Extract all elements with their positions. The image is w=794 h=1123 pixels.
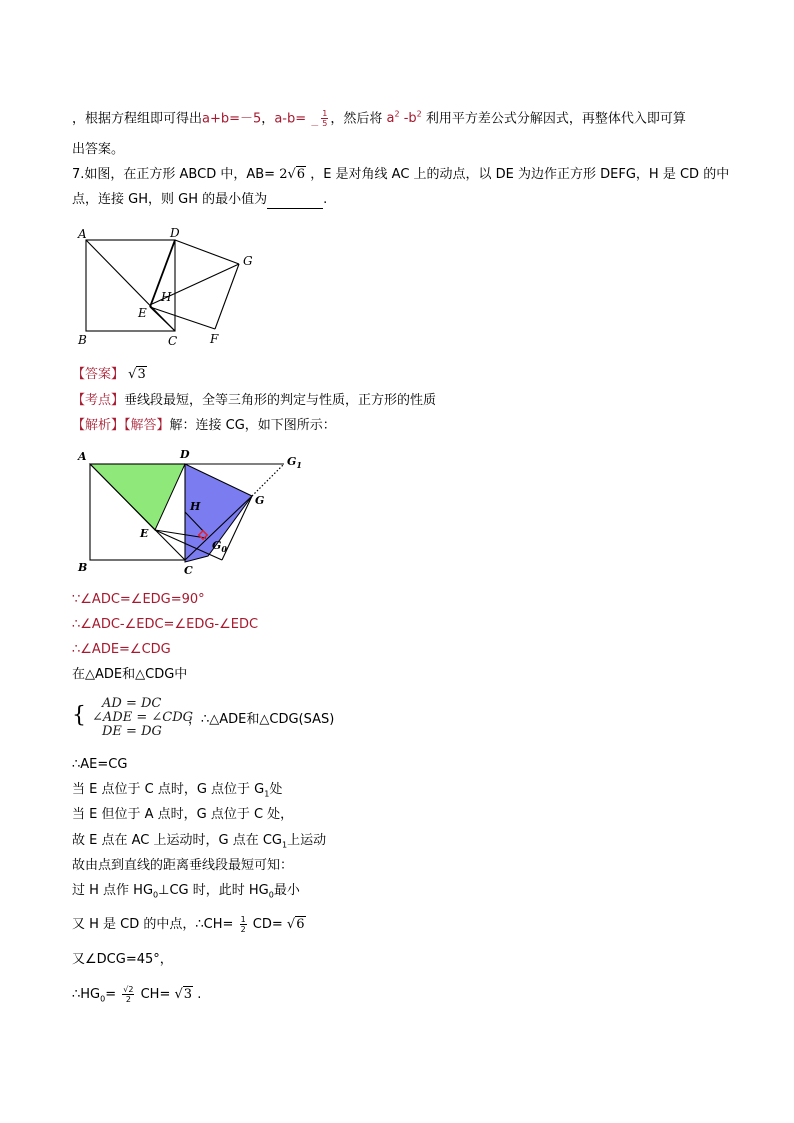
label-f: F [210,332,219,346]
proof-line-9: 故由点到直线的距离垂线段最短可知： [72,858,294,873]
ab-value: 2√6 [279,167,306,182]
sqrt2-over-2: $\frac{√2}{2}$ [123,985,134,1004]
point-tag: 【考点】 [72,393,125,408]
proof-line-11: 又 H 是 CD 的中点，∴CH= $\frac{1}{2}$ CD= √6 [72,915,305,934]
sys-conclusion: ，∴△ADE和△CDG(SAS) [188,712,335,727]
proof-line-5: ∴AE=CG [72,757,128,772]
sys-line-1: AD = DC [102,696,162,711]
system-brace: { [72,703,86,728]
label-g: G [255,494,265,507]
analysis-line: 【解析】【解答】解：连接 CG，如下图所示： [72,418,336,433]
answer-tag: 【答案】 [72,367,125,382]
segment-dg [175,240,239,264]
label-c: C [168,334,178,348]
half-fraction: $\frac{1}{2}$ [240,915,246,934]
proof-line-7: 当 E 但位于 A 点时，G 点位于 C 处， [72,807,294,822]
diagonal-ac [86,240,175,331]
label-a: A [78,227,87,241]
segment-ec [150,307,175,331]
question-line-2: 点，连接 GH，则 GH 的最小值为 . [72,192,328,207]
diff-label: a-b= [274,111,307,127]
intro-line-2: 出答案。 [72,142,125,157]
hg0-value: √3 [174,987,193,1002]
label-g0: $G_0$ [212,539,227,554]
point-line: 【考点】垂线段最短，全等三角形的判定与性质，正方形的性质 [72,393,437,408]
label-g: G [243,254,253,268]
dotted-gg1 [252,464,284,496]
answer-blank [267,196,323,209]
label-d: D [170,226,180,240]
triangle-ade [90,464,185,530]
proof-line-13: $\therefore HG_0=$ $\frac{√2}{2}$ CH= √3 . [72,985,202,1004]
diff-fraction: $\frac{1}{5}$ [322,109,328,129]
proof-line-12: 又∠DCG=45°， [72,952,173,967]
sys-line-2: ∠ADE = ∠CDG [92,710,193,725]
label-g1: $G_1$ [287,455,302,470]
diff-sign: － [310,121,320,132]
label-e: E [140,527,149,540]
proof-line-3: ∴∠ADE=∠CDG [72,642,171,657]
label-c: C [184,564,193,577]
ch-value: √6 [286,917,305,932]
label-e: E [138,306,147,320]
proof-line-6: 当 E 点位于 C 点时，G 点位于 $G_1$处 [72,782,283,799]
sys-line-3: DE = DG [102,724,162,739]
proof-line-1: ∵∠ADC=∠EDG=90° [72,592,205,607]
figure-2 [72,446,342,581]
label-a: A [78,450,87,463]
label-b: B [78,333,87,347]
label-d: D [180,448,190,461]
proof-line-4: 在△ADE和△CDG中 [72,667,188,682]
label-b: B [78,561,88,574]
answer-line [72,366,147,384]
analysis-tag: 【解析】【解答】 [72,418,170,433]
label-h: H [161,290,172,304]
equation-system [82,697,193,739]
square-diff-expr: $a^2$ $-b^2$ [386,110,422,127]
intro-line: ，根据方程组即可得出a+b=－5，a-b= $_-$ $\frac{1}{5}$ ，然后将 $a^2$ $-b^2$ 利用平方差公式分解因式，再整体代入即可算 [72,109,686,132]
sum-expression: a+b=－5 [202,111,262,127]
figure-1 [72,222,272,352]
proof-line-10: 过 H 点作 $HG_0\perp CG$ 时，此时 $HG_0$最小 [72,883,300,900]
segment-ef [150,307,215,329]
proof-line-8: 故 E 点在 AC 上运动时，G 点在 $CG_1$上运动 [72,833,327,850]
question-line-1: 7.如图，在正方形 ABCD 中，AB= 2√6 ，E 是对角线 AC 上的动点，以 DE 为边作正方形 DEFG，H 是 CD 的中 [72,167,730,182]
proof-line-2: ∴∠ADC-∠EDC=∠EDG-∠EDC [72,617,259,632]
answer-value: √3 [128,367,146,382]
label-h: H [190,500,201,513]
